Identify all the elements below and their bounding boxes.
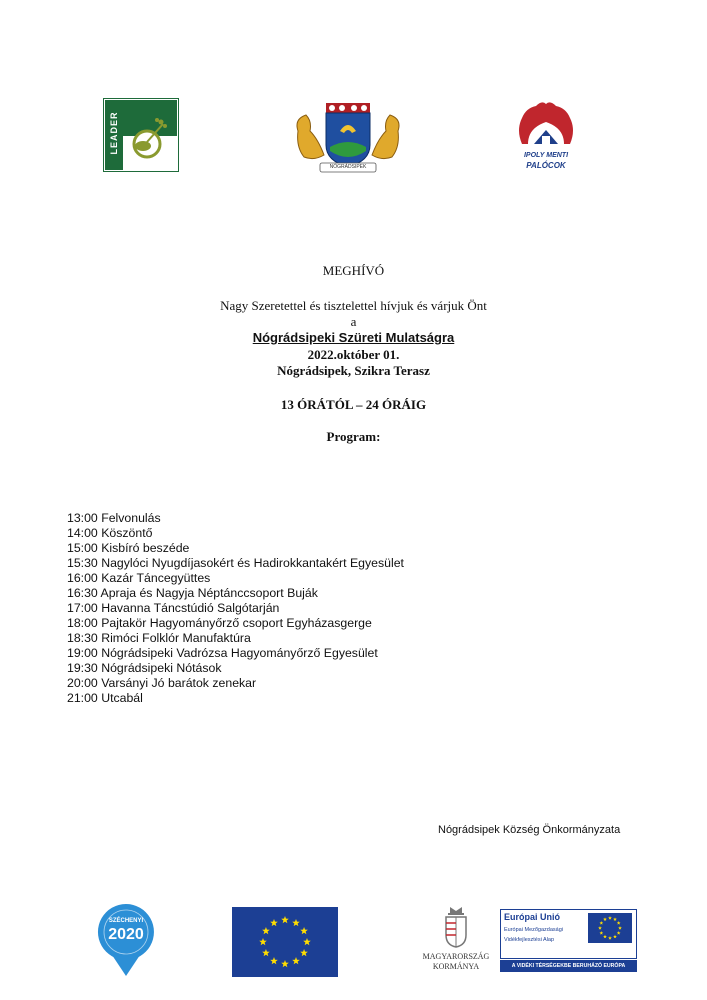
event-hours: 13 ÓRÁTÓL – 24 ÓRÁIG (280, 397, 427, 412)
government-line1: MAGYARORSZÁG (422, 952, 490, 961)
palocok-logo (514, 100, 578, 176)
program-item: 14:00 Köszöntő (67, 526, 153, 540)
coat-of-arms-banner: NÓGRÁDSIPEK (329, 164, 367, 170)
program-item: 17:00 Havanna Táncstúdió Salgótarján (67, 601, 280, 615)
eu-fund-title: Európai Unió (504, 912, 560, 922)
eu-fund-flag (588, 913, 632, 943)
program-item: 15:30 Nagylóci Nyugdíjasokért és Hadirokkantakért Egyesület (67, 556, 404, 570)
program-item: 19:30 Nógrádsipeki Nótások (67, 661, 222, 675)
program-item: 15:00 Kisbíró beszéde (67, 541, 190, 555)
eu-fund-line1: Európai Mezőgazdasági (504, 927, 564, 933)
eu-fund-line2: Vidékfejlesztési Alap (504, 937, 555, 943)
palocok-line1: IPOLY MENTI (523, 152, 569, 159)
program-item: 18:30 Rimóci Folklór Manufaktúra (67, 631, 251, 645)
szechenyi-2020-logo (96, 902, 156, 978)
eu-flag-logo (232, 907, 338, 977)
program-item: 13:00 Felvonulás (67, 511, 161, 525)
event-date: 2022.október 01. (307, 347, 400, 362)
invitation-intro-a: a (350, 314, 357, 329)
program-item: 21:00 Utcabál (67, 691, 143, 705)
program-label: Program: (326, 429, 381, 444)
leader-logo (103, 98, 179, 172)
szechenyi-year: 2020 (108, 926, 144, 943)
government-logo (420, 905, 492, 977)
eu-fund-banner: A VIDÉKI TÉRSÉGEKBE BERUHÁZÓ EURÓPA (500, 960, 637, 972)
invitation-intro: Nagy Szeretettel és tisztelettel hívjuk és várjuk Önt (220, 298, 487, 313)
coat-of-arms-logo (290, 101, 406, 177)
program-list (67, 511, 404, 706)
program-item: 20:00 Varsányi Jó barátok zenekar (67, 676, 257, 690)
event-location: Nógrádsipek, Szikra Terasz (277, 363, 430, 378)
leader-logo-text: LEADER (109, 111, 119, 155)
program-item: 16:30 Apraja és Nagyja Néptánccsoport Buják (67, 586, 318, 600)
government-line2: KORMÁNYA (432, 962, 480, 971)
program-item: 18:00 Pajtakör Hagyományőrző csoport Egyházasgerge (67, 616, 372, 630)
eu-fund-logo (500, 909, 637, 973)
szechenyi-name: SZÉCHENYI (108, 918, 144, 924)
invitation-heading: MEGHÍVÓ (322, 263, 385, 278)
palocok-line2: PALÓCOK (526, 161, 566, 170)
program-item: 19:00 Nógrádsipeki Vadrózsa Hagyományőrző Egyesület (67, 646, 378, 660)
event-name: Nógrádsipeki Szüreti Mulatságra (252, 330, 455, 345)
organizer-name: Nógrádsipek Község Önkormányzata (438, 824, 621, 836)
program-item: 16:00 Kazár Táncegyüttes (67, 571, 211, 585)
